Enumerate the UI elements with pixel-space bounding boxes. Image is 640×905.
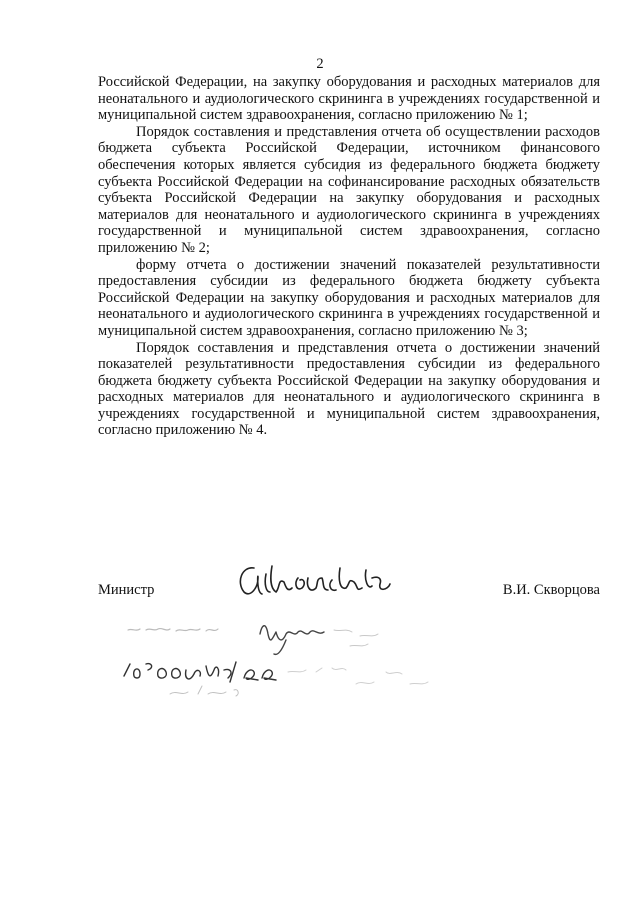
signer-name: В.И. Скворцова (502, 582, 600, 598)
document-body (98, 74, 600, 439)
paragraph-1: Российской Федерации, на закупку оборудования и расходных материалов для неонатального и аудиологического скрининга в учреждениях государственной и муниципальной систем здравоохранения, согласно приложению № 1; (98, 74, 600, 124)
paragraph-2: Порядок составления и представления отчета об осуществлении расходов бюджета субъекта Российской Федерации, источником финансового обеспечения которых является субсидия из федерального бюджета бюджету субъекта Российской Федерации на софинансирование расходных обязательств субъекта Российской Федерации на закупку оборудования и расходных материалов для неонатального и аудиологического скрининга в учреждениях государственной и муниципальной систем здравоохранения, согласно приложению № 2; (98, 123, 600, 256)
paragraph-3: форму отчета о достижении значений показателей результативности предоставления субсидии из федерального бюджета бюджету субъекта Российской Федерации на закупку оборудования и расходных материалов для неонатального и аудиологического скрининга в учреждениях государственной и муниципальной систем здравоохранения, согласно приложению № 3; (98, 256, 600, 339)
position-title: Министр (98, 582, 155, 598)
paragraph-4: Порядок составления и представления отчета о достижении значений показателей результативности предоставления субсидии из федерального бюджета бюджету субъекта Российской Федерации на закупку оборудования и расходных материалов для неонатального и аудиологического скрининга в учреждениях государственной и муниципальной систем здравоохранения, согласно приложению № 4. (98, 339, 600, 439)
page-number: 2 (316, 56, 324, 72)
signature-icon (232, 548, 412, 608)
handwritten-note-icon (110, 610, 450, 710)
